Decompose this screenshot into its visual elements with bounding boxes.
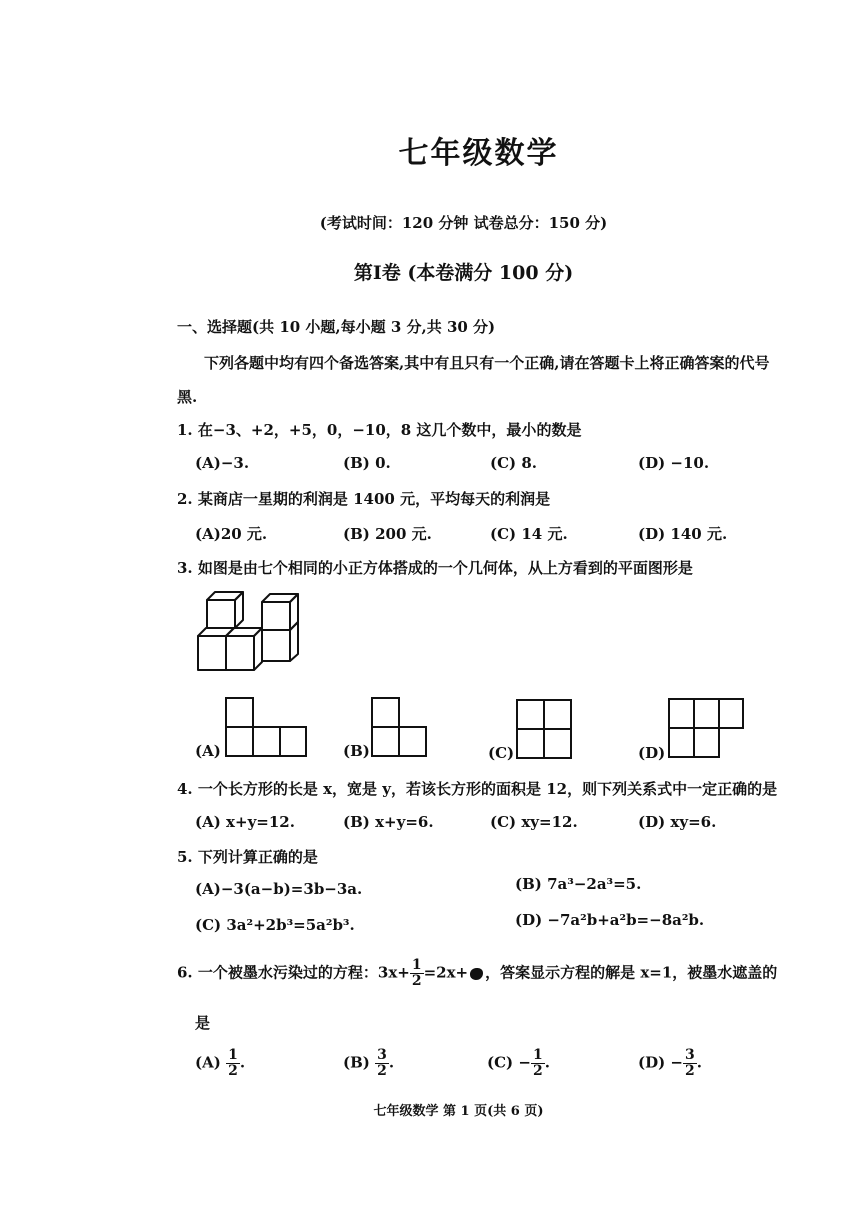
- section-title: 第Ⅰ卷 (本卷满分 100 分): [353, 262, 574, 284]
- q6-option-b: [343, 1048, 394, 1079]
- q6-b-label: (B): [343, 1053, 370, 1072]
- q6-stem-pre: 6. 一个被墨水污染过的方程：3x+: [177, 963, 410, 982]
- q6-d-den: 2: [685, 1063, 695, 1079]
- q6-a-end: .: [239, 1053, 246, 1072]
- exam-info: (考试时间：120 分钟 试卷总分：150 分): [319, 214, 608, 232]
- q3-option-a-label: (A): [195, 742, 221, 760]
- q3-option-c-figure: [515, 698, 573, 760]
- q6-d-fraction: [683, 1048, 697, 1079]
- q6-a-num: 1: [228, 1047, 238, 1063]
- q6-d-num: 3: [685, 1047, 695, 1063]
- q3-option-b-label: (B): [343, 742, 370, 760]
- page-footer: 七年级数学 第 1 页(共 6 页): [373, 1104, 544, 1119]
- q6-stem-tail: ，答案显示方程的解是 x=1，被墨水遮盖的: [485, 963, 778, 982]
- q3-option-a-figure: [224, 696, 308, 758]
- ink-blot-icon: [470, 968, 483, 980]
- q6-stem-fraction: [410, 958, 424, 989]
- q5-option-a: (A)−3(a−b)=3b−3a.: [195, 880, 363, 898]
- q6-b-fraction: [375, 1048, 389, 1079]
- part-heading: 一、选择题(共 10 小题,每小题 3 分,共 30 分): [177, 318, 496, 336]
- q4-option-b: (B) x+y=6.: [343, 813, 434, 831]
- q1-option-b: (B) 0.: [343, 454, 391, 472]
- q2-option-a: (A)20 元.: [195, 525, 268, 543]
- q6-stem-post: =2x+: [423, 963, 469, 982]
- q4-option-a: (A) x+y=12.: [195, 813, 295, 831]
- q2-option-c: (C) 14 元.: [490, 525, 568, 543]
- q6-d-label: (D) −: [638, 1053, 683, 1072]
- q6-d-end: .: [696, 1053, 702, 1072]
- q6-b-end: .: [388, 1053, 395, 1072]
- q6-c-num: 1: [532, 1047, 543, 1063]
- q6-a-label: (A): [195, 1053, 221, 1072]
- instruction-line-2: 黑.: [177, 388, 198, 406]
- q6-stem-frac-den: 2: [411, 973, 422, 989]
- question-2-stem: 2. 某商店一星期的利润是 1400 元，平均每天的利润是: [177, 490, 551, 508]
- q1-option-d: (D) −10.: [638, 454, 710, 472]
- q6-c-label: (C) −: [487, 1053, 531, 1072]
- q4-option-c: (C) xy=12.: [490, 813, 578, 831]
- q6-option-c: [487, 1048, 550, 1079]
- q2-option-b: (B) 200 元.: [343, 525, 432, 543]
- q6-b-den: 2: [377, 1063, 387, 1079]
- q1-option-a: (A)−3.: [195, 454, 250, 472]
- q6-stem-frac-num: 1: [411, 957, 422, 973]
- q6-b-num: 3: [377, 1047, 387, 1063]
- question-5-stem: 5. 下列计算正确的是: [177, 848, 318, 866]
- q2-option-d: (D) 140 元.: [638, 525, 728, 543]
- q6-c-fraction: [531, 1048, 545, 1079]
- q6-a-fraction: [226, 1048, 240, 1079]
- page-title: 七年级数学: [398, 136, 559, 171]
- q6-option-a: [195, 1048, 245, 1079]
- q5-option-c: (C) 3a²+2b³=5a²b³.: [195, 916, 355, 934]
- q3-option-d-label: (D): [638, 744, 666, 762]
- q5-option-b: (B) 7a³−2a³=5.: [515, 875, 642, 893]
- q6-c-end: .: [544, 1053, 550, 1072]
- q1-option-c: (C) 8.: [490, 454, 538, 472]
- question-3-stem: 3. 如图是由七个相同的小正方体搭成的一个几何体，从上方看到的平面图形是: [177, 559, 693, 577]
- instruction-line-1: 下列各题中均有四个备选答案,其中有且只有一个正确,请在答题卡上将正确答案的代号: [204, 354, 770, 372]
- q6-option-d: [638, 1048, 702, 1079]
- q3-option-d-figure: [667, 697, 745, 759]
- q6-stem-line-2: 是: [195, 1014, 211, 1032]
- question-6-stem: [177, 958, 777, 989]
- q3-option-c-label: (C): [488, 744, 515, 762]
- q6-a-den: 2: [228, 1063, 238, 1079]
- question-4-stem: 4. 一个长方形的长是 x，宽是 y，若该长方形的面积是 12，则下列关系式中一定正确的是: [177, 780, 778, 798]
- cube-stack-figure: [190, 588, 310, 678]
- q4-option-d: (D) xy=6.: [638, 813, 717, 831]
- q5-option-d: (D) −7a²b+a²b=−8a²b.: [515, 911, 705, 929]
- question-1-stem: 1. 在−3、+2，+5，0，−10，8 这几个数中，最小的数是: [177, 421, 582, 439]
- q6-c-den: 2: [532, 1063, 543, 1079]
- q3-option-b-figure: [370, 696, 428, 758]
